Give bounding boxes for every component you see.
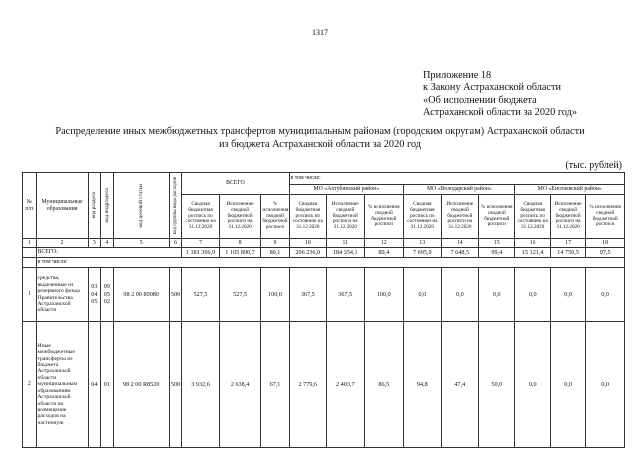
column-number: 1 xyxy=(23,239,37,248)
header-vr xyxy=(169,173,181,239)
table-row xyxy=(23,268,625,322)
column-number: 2 xyxy=(36,239,88,248)
title-line: Распределение иных межбюджетных трансфертов муниципальным районам (городским округам) Астраханской области xyxy=(55,126,585,137)
total-value: 7 648,5 xyxy=(441,248,478,258)
row-value: 47,4 xyxy=(441,322,478,448)
row-vr: 500 xyxy=(169,322,181,448)
row-num: 2 xyxy=(23,322,37,448)
distribution-table xyxy=(22,172,625,448)
row-value: 94,8 xyxy=(404,322,441,448)
row-value: 100,0 xyxy=(364,268,404,322)
column-number: 11 xyxy=(327,239,364,248)
document-title xyxy=(30,125,610,151)
row-name: средства, выделенные из резервного фонда Правительства Астраханской области xyxy=(36,268,88,322)
incl-row xyxy=(23,258,625,268)
column-number: 14 xyxy=(441,239,478,248)
header-subsection-text: код подраздела xyxy=(103,188,110,223)
column-number: 4 xyxy=(101,239,113,248)
header-num: № п/п xyxy=(23,173,37,239)
column-number-row xyxy=(23,239,625,248)
header-mo2-exec: Исполнение сводной бюджетной росписи на 31.12.2020 xyxy=(441,195,478,239)
row-value: 367,5 xyxy=(289,268,326,322)
header-incl: в том числе: xyxy=(289,173,624,185)
row-value: 3 932,6 xyxy=(182,322,219,448)
appendix-line: к Закону Астраханской области xyxy=(423,82,562,94)
header-target xyxy=(113,173,169,239)
header-mo2-roster: Сводная бюджетная роспись по состоянию на 31.12.2020 xyxy=(404,195,441,239)
header-section-text: код раздела xyxy=(91,192,98,219)
incl-num-cell xyxy=(23,258,37,268)
title-line: из бюджета Астраханской области за 2020 год xyxy=(218,139,422,150)
total-value: 1 105 890,7 xyxy=(219,248,261,258)
row-num: 1 xyxy=(23,268,37,322)
header-total-pct: % исполнения сводной бюджетной росписи xyxy=(261,195,289,239)
appendix-line: Астраханской области за 2020 год» xyxy=(423,107,578,119)
section-code: 03 xyxy=(91,283,98,291)
section-code: 05 xyxy=(91,298,98,306)
header-total-exec: Исполнение сводной бюджетной росписи на 31.12.2020 xyxy=(219,195,261,239)
row-value: 0,0 xyxy=(515,268,550,322)
column-number: 9 xyxy=(261,239,289,248)
header-mo3-roster: Сводная бюджетная роспись по состоянию на 31.12.2020 xyxy=(515,195,550,239)
total-value: 206 236,0 xyxy=(289,248,326,258)
header-mo1-roster: Сводная бюджетная роспись по состоянию на 31.12.2020 xyxy=(289,195,326,239)
row-value: 0,0 xyxy=(586,268,625,322)
row-value: 50,0 xyxy=(479,322,515,448)
row-value: 86,5 xyxy=(364,322,404,448)
header-subsection xyxy=(101,173,113,239)
header-total-roster: Сводная бюджетная роспись по состоянию на 31.12.2020 xyxy=(182,195,219,239)
total-value: 99,4 xyxy=(479,248,515,258)
header-mo-volodarsky: МО «Володарский район» xyxy=(404,185,515,195)
row-value: 67,1 xyxy=(261,322,289,448)
column-number: 15 xyxy=(479,239,515,248)
total-value: 80,1 xyxy=(261,248,289,258)
row-name: Иные межбюджетные трансферты из бюджета Астраханской области муниципальным образованиям Астраханской области на возмещение расходов на частичную xyxy=(36,322,88,448)
total-label: ВСЕГО: xyxy=(36,248,182,258)
units-label: (тыс. рублей) xyxy=(565,160,622,171)
column-number: 8 xyxy=(219,239,261,248)
total-value: 7 695,9 xyxy=(404,248,441,258)
column-number: 12 xyxy=(364,239,404,248)
header-vr-text: код группы вида расходов xyxy=(171,176,178,235)
column-number: 10 xyxy=(289,239,326,248)
row-value: 2 779,6 xyxy=(289,322,326,448)
header-mo-akhtubinsky: МО «Ахтубинский район» xyxy=(289,185,404,195)
row-value: 0,0 xyxy=(586,322,625,448)
header-mo3-pct: % исполнения сводной бюджетной росписи xyxy=(586,195,625,239)
column-number: 13 xyxy=(404,239,441,248)
appendix-block xyxy=(423,70,577,120)
row-value: 2 403,7 xyxy=(327,322,364,448)
column-number: 17 xyxy=(550,239,585,248)
row-value: 0,0 xyxy=(515,322,550,448)
page-number: 1317 xyxy=(312,28,328,37)
subsection-code: 05 xyxy=(103,290,110,298)
column-number: 6 xyxy=(169,239,181,248)
header-total: ВСЕГО xyxy=(182,173,289,195)
row-target: 98 2 00 R8520 xyxy=(113,322,169,448)
row-value: 527,5 xyxy=(182,268,219,322)
total-num-cell xyxy=(23,248,37,258)
row-section xyxy=(88,268,100,322)
column-number: 3 xyxy=(88,239,100,248)
column-number: 16 xyxy=(515,239,550,248)
row-value: 367,5 xyxy=(327,268,364,322)
row-section: 04 xyxy=(88,322,100,448)
section-code: 04 xyxy=(91,290,98,298)
row-target: 98 2 00 80080 xyxy=(113,268,169,322)
row-value: 527,5 xyxy=(219,268,261,322)
row-value: 0,0 xyxy=(441,268,478,322)
table-row xyxy=(23,322,625,448)
total-value: 97,5 xyxy=(586,248,625,258)
subsection-code: 02 xyxy=(103,298,110,306)
header-mo1-pct: % исполнения сводной бюджетной росписи xyxy=(364,195,404,239)
total-row xyxy=(23,248,625,258)
row-value: 0,0 xyxy=(479,268,515,322)
row-subsection: 01 xyxy=(101,322,113,448)
row-value: 0,0 xyxy=(550,268,585,322)
row-vr: 500 xyxy=(169,268,181,322)
row-subsection xyxy=(101,268,113,322)
header-name: Муниципальные образования xyxy=(36,173,88,239)
row-value: 0,0 xyxy=(404,268,441,322)
total-value: 14 750,5 xyxy=(550,248,585,258)
appendix-line: Приложение 18 xyxy=(423,70,492,81)
row-value: 100,0 xyxy=(261,268,289,322)
total-value: 184 354,1 xyxy=(327,248,364,258)
incl-label: в том числе: xyxy=(36,258,624,268)
header-section xyxy=(88,173,100,239)
header-mo-enotaevsky: МО «Енотаевский район» xyxy=(515,185,625,195)
total-value: 15 121,4 xyxy=(515,248,550,258)
header-mo2-pct: % исполнения сводной бюджетной росписи xyxy=(479,195,515,239)
row-value: 0,0 xyxy=(550,322,585,448)
header-mo1-exec: Исполнение сводной бюджетной росписи на 31.12.2020 xyxy=(327,195,364,239)
total-value: 89,4 xyxy=(364,248,404,258)
subsection-code: 09 xyxy=(103,283,110,291)
header-mo3-exec: Исполнение сводной бюджетной росписи на 31.12.2020 xyxy=(550,195,585,239)
column-number: 5 xyxy=(113,239,169,248)
header-target-text: код целевой статьи xyxy=(138,183,145,228)
appendix-line: «Об исполнении бюджета xyxy=(423,94,537,106)
row-value: 2 638,4 xyxy=(219,322,261,448)
column-number: 7 xyxy=(182,239,219,248)
total-value: 1 381 396,9 xyxy=(182,248,219,258)
column-number: 18 xyxy=(586,239,625,248)
